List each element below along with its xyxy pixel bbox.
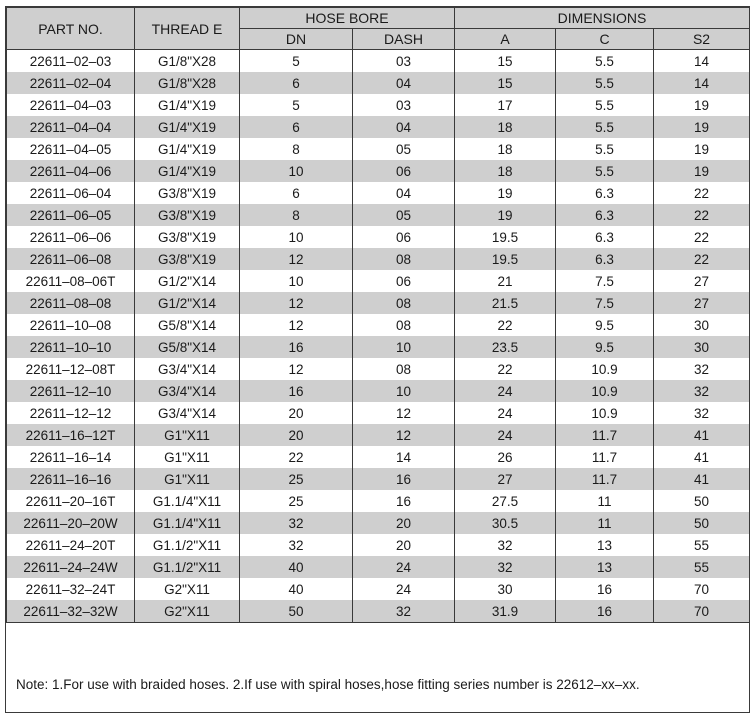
a-cell: 18 xyxy=(455,138,556,160)
header-part-no: PART NO. xyxy=(7,8,135,50)
a-cell: 30 xyxy=(455,578,556,600)
c-cell: 9.5 xyxy=(556,314,654,336)
c-cell: 11.7 xyxy=(556,468,654,490)
table-row xyxy=(7,468,750,490)
thread-cell: G1/2"X14 xyxy=(135,292,240,314)
s2-cell: 32 xyxy=(654,402,750,424)
s2-cell: 50 xyxy=(654,490,750,512)
a-cell: 30.5 xyxy=(455,512,556,534)
dn-cell: 5 xyxy=(240,94,353,116)
c-cell: 10.9 xyxy=(556,380,654,402)
s2-cell: 32 xyxy=(654,358,750,380)
table-row xyxy=(7,578,750,600)
c-cell: 10.9 xyxy=(556,358,654,380)
dash-cell: 04 xyxy=(353,116,455,138)
thread-cell: G5/8"X14 xyxy=(135,314,240,336)
c-cell: 9.5 xyxy=(556,336,654,358)
c-cell: 5.5 xyxy=(556,116,654,138)
part-no-cell: 22611–06–06 xyxy=(7,226,135,248)
dn-cell: 6 xyxy=(240,116,353,138)
a-cell: 27.5 xyxy=(455,490,556,512)
a-cell: 18 xyxy=(455,116,556,138)
table-row xyxy=(7,72,750,94)
a-cell: 32 xyxy=(455,556,556,578)
thread-cell: G3/8"X19 xyxy=(135,226,240,248)
thread-cell: G1/4"X19 xyxy=(135,94,240,116)
dash-cell: 10 xyxy=(353,336,455,358)
dash-cell: 20 xyxy=(353,512,455,534)
table-row xyxy=(7,600,750,623)
table-row xyxy=(7,292,750,314)
dash-cell: 12 xyxy=(353,424,455,446)
table-row xyxy=(7,402,750,424)
thread-cell: G3/8"X19 xyxy=(135,182,240,204)
part-no-cell: 22611–08–08 xyxy=(7,292,135,314)
thread-cell: G1"X11 xyxy=(135,446,240,468)
s2-cell: 41 xyxy=(654,446,750,468)
c-cell: 11.7 xyxy=(556,424,654,446)
header-s2: S2 xyxy=(654,29,750,50)
dn-cell: 16 xyxy=(240,336,353,358)
s2-cell: 41 xyxy=(654,424,750,446)
dash-cell: 06 xyxy=(353,226,455,248)
part-no-cell: 22611–10–10 xyxy=(7,336,135,358)
part-no-cell: 22611–08–06T xyxy=(7,270,135,292)
thread-cell: G1.1/2"X11 xyxy=(135,534,240,556)
s2-cell: 27 xyxy=(654,292,750,314)
dash-cell: 05 xyxy=(353,138,455,160)
s2-cell: 19 xyxy=(654,160,750,182)
s2-cell: 50 xyxy=(654,512,750,534)
part-no-cell: 22611–04–05 xyxy=(7,138,135,160)
thread-cell: G3/8"X19 xyxy=(135,248,240,270)
s2-cell: 70 xyxy=(654,578,750,600)
a-cell: 24 xyxy=(455,402,556,424)
fitting-spec-table xyxy=(6,7,750,623)
dash-cell: 10 xyxy=(353,380,455,402)
c-cell: 11 xyxy=(556,512,654,534)
thread-cell: G2"X11 xyxy=(135,578,240,600)
c-cell: 5.5 xyxy=(556,138,654,160)
a-cell: 21.5 xyxy=(455,292,556,314)
part-no-cell: 22611–16–12T xyxy=(7,424,135,446)
dash-cell: 08 xyxy=(353,292,455,314)
part-no-cell: 22611–04–06 xyxy=(7,160,135,182)
part-no-cell: 22611–16–14 xyxy=(7,446,135,468)
part-no-cell: 22611–20–16T xyxy=(7,490,135,512)
dn-cell: 12 xyxy=(240,314,353,336)
dn-cell: 6 xyxy=(240,182,353,204)
a-cell: 19.5 xyxy=(455,248,556,270)
thread-cell: G1"X11 xyxy=(135,468,240,490)
s2-cell: 41 xyxy=(654,468,750,490)
c-cell: 16 xyxy=(556,600,654,623)
dash-cell: 12 xyxy=(353,402,455,424)
dn-cell: 12 xyxy=(240,248,353,270)
s2-cell: 55 xyxy=(654,556,750,578)
part-no-cell: 22611–10–08 xyxy=(7,314,135,336)
dn-cell: 50 xyxy=(240,600,353,623)
header-dimensions: DIMENSIONS xyxy=(455,8,750,29)
thread-cell: G1/8"X28 xyxy=(135,72,240,94)
c-cell: 11 xyxy=(556,490,654,512)
part-no-cell: 22611–20–20W xyxy=(7,512,135,534)
part-no-cell: 22611–06–05 xyxy=(7,204,135,226)
table-row xyxy=(7,248,750,270)
s2-cell: 19 xyxy=(654,94,750,116)
part-no-cell: 22611–02–03 xyxy=(7,50,135,73)
a-cell: 15 xyxy=(455,50,556,73)
c-cell: 7.5 xyxy=(556,270,654,292)
part-no-cell: 22611–24–24W xyxy=(7,556,135,578)
a-cell: 23.5 xyxy=(455,336,556,358)
dn-cell: 20 xyxy=(240,424,353,446)
dash-cell: 08 xyxy=(353,248,455,270)
dn-cell: 12 xyxy=(240,358,353,380)
dn-cell: 22 xyxy=(240,446,353,468)
c-cell: 5.5 xyxy=(556,160,654,182)
dash-cell: 05 xyxy=(353,204,455,226)
part-no-cell: 22611–06–08 xyxy=(7,248,135,270)
dash-cell: 06 xyxy=(353,270,455,292)
table-row xyxy=(7,556,750,578)
s2-cell: 22 xyxy=(654,248,750,270)
c-cell: 13 xyxy=(556,534,654,556)
dash-cell: 08 xyxy=(353,314,455,336)
a-cell: 17 xyxy=(455,94,556,116)
s2-cell: 14 xyxy=(654,50,750,73)
dn-cell: 10 xyxy=(240,226,353,248)
part-no-cell: 22611–02–04 xyxy=(7,72,135,94)
part-no-cell: 22611–32–32W xyxy=(7,600,135,623)
table-row xyxy=(7,534,750,556)
thread-cell: G1.1/4"X11 xyxy=(135,512,240,534)
table-row xyxy=(7,446,750,468)
dn-cell: 16 xyxy=(240,380,353,402)
dn-cell: 12 xyxy=(240,292,353,314)
part-no-cell: 22611–12–08T xyxy=(7,358,135,380)
c-cell: 10.9 xyxy=(556,402,654,424)
table-row xyxy=(7,94,750,116)
dash-cell: 03 xyxy=(353,50,455,73)
dash-cell: 16 xyxy=(353,490,455,512)
dn-cell: 20 xyxy=(240,402,353,424)
s2-cell: 70 xyxy=(654,600,750,623)
a-cell: 21 xyxy=(455,270,556,292)
s2-cell: 32 xyxy=(654,380,750,402)
part-no-cell: 22611–04–04 xyxy=(7,116,135,138)
s2-cell: 14 xyxy=(654,72,750,94)
table-row xyxy=(7,314,750,336)
dn-cell: 5 xyxy=(240,50,353,73)
header-hose-bore: HOSE BORE xyxy=(240,8,455,29)
dn-cell: 10 xyxy=(240,270,353,292)
thread-cell: G1"X11 xyxy=(135,424,240,446)
c-cell: 6.3 xyxy=(556,248,654,270)
dn-cell: 25 xyxy=(240,468,353,490)
c-cell: 13 xyxy=(556,556,654,578)
s2-cell: 22 xyxy=(654,182,750,204)
dn-cell: 8 xyxy=(240,204,353,226)
s2-cell: 22 xyxy=(654,226,750,248)
header-a: A xyxy=(455,29,556,50)
c-cell: 5.5 xyxy=(556,50,654,73)
table-row xyxy=(7,50,750,73)
table-row xyxy=(7,336,750,358)
thread-cell: G1.1/2"X11 xyxy=(135,556,240,578)
s2-cell: 30 xyxy=(654,314,750,336)
c-cell: 5.5 xyxy=(556,94,654,116)
a-cell: 32 xyxy=(455,534,556,556)
s2-cell: 19 xyxy=(654,116,750,138)
c-cell: 11.7 xyxy=(556,446,654,468)
spec-sheet xyxy=(5,6,750,713)
thread-cell: G1.1/4"X11 xyxy=(135,490,240,512)
dash-cell: 32 xyxy=(353,600,455,623)
a-cell: 27 xyxy=(455,468,556,490)
dash-cell: 06 xyxy=(353,160,455,182)
s2-cell: 27 xyxy=(654,270,750,292)
header-dash: DASH xyxy=(353,29,455,50)
table-row xyxy=(7,204,750,226)
dash-cell: 04 xyxy=(353,182,455,204)
table-row xyxy=(7,116,750,138)
dn-cell: 6 xyxy=(240,72,353,94)
s2-cell: 30 xyxy=(654,336,750,358)
thread-cell: G1/4"X19 xyxy=(135,160,240,182)
dn-cell: 25 xyxy=(240,490,353,512)
footnote: Note: 1.For use with braided hoses. 2.If use with spiral hoses,hose fitting series number is 22612–xx–xx. xyxy=(16,677,640,692)
dash-cell: 24 xyxy=(353,556,455,578)
part-no-cell: 22611–12–12 xyxy=(7,402,135,424)
header-c: C xyxy=(556,29,654,50)
s2-cell: 22 xyxy=(654,204,750,226)
table-row xyxy=(7,358,750,380)
a-cell: 22 xyxy=(455,314,556,336)
part-no-cell: 22611–04–03 xyxy=(7,94,135,116)
table-row xyxy=(7,490,750,512)
dash-cell: 24 xyxy=(353,578,455,600)
table-row xyxy=(7,270,750,292)
c-cell: 5.5 xyxy=(556,72,654,94)
table-row xyxy=(7,226,750,248)
dash-cell: 20 xyxy=(353,534,455,556)
thread-cell: G1/4"X19 xyxy=(135,116,240,138)
a-cell: 19 xyxy=(455,182,556,204)
s2-cell: 55 xyxy=(654,534,750,556)
thread-cell: G5/8"X14 xyxy=(135,336,240,358)
part-no-cell: 22611–06–04 xyxy=(7,182,135,204)
c-cell: 7.5 xyxy=(556,292,654,314)
dn-cell: 32 xyxy=(240,512,353,534)
a-cell: 26 xyxy=(455,446,556,468)
thread-cell: G2"X11 xyxy=(135,600,240,623)
header-dn: DN xyxy=(240,29,353,50)
dash-cell: 04 xyxy=(353,72,455,94)
dash-cell: 16 xyxy=(353,468,455,490)
c-cell: 6.3 xyxy=(556,204,654,226)
c-cell: 6.3 xyxy=(556,226,654,248)
dn-cell: 8 xyxy=(240,138,353,160)
a-cell: 19 xyxy=(455,204,556,226)
thread-cell: G1/4"X19 xyxy=(135,138,240,160)
table-row xyxy=(7,138,750,160)
a-cell: 22 xyxy=(455,358,556,380)
thread-cell: G3/4"X14 xyxy=(135,380,240,402)
thread-cell: G3/8"X19 xyxy=(135,204,240,226)
dn-cell: 40 xyxy=(240,556,353,578)
thread-cell: G1/8"X28 xyxy=(135,50,240,73)
dn-cell: 10 xyxy=(240,160,353,182)
a-cell: 31.9 xyxy=(455,600,556,623)
dash-cell: 03 xyxy=(353,94,455,116)
thread-cell: G3/4"X14 xyxy=(135,402,240,424)
table-row xyxy=(7,512,750,534)
c-cell: 16 xyxy=(556,578,654,600)
table-row xyxy=(7,182,750,204)
a-cell: 19.5 xyxy=(455,226,556,248)
part-no-cell: 22611–24–20T xyxy=(7,534,135,556)
dash-cell: 14 xyxy=(353,446,455,468)
table-body xyxy=(7,50,750,623)
dn-cell: 32 xyxy=(240,534,353,556)
header-thread: THREAD E xyxy=(135,8,240,50)
a-cell: 24 xyxy=(455,424,556,446)
thread-cell: G1/2"X14 xyxy=(135,270,240,292)
table-row xyxy=(7,380,750,402)
a-cell: 24 xyxy=(455,380,556,402)
part-no-cell: 22611–16–16 xyxy=(7,468,135,490)
part-no-cell: 22611–12–10 xyxy=(7,380,135,402)
s2-cell: 19 xyxy=(654,138,750,160)
table-row xyxy=(7,424,750,446)
dn-cell: 40 xyxy=(240,578,353,600)
c-cell: 6.3 xyxy=(556,182,654,204)
a-cell: 18 xyxy=(455,160,556,182)
dash-cell: 08 xyxy=(353,358,455,380)
thread-cell: G3/4"X14 xyxy=(135,358,240,380)
table-row xyxy=(7,160,750,182)
a-cell: 15 xyxy=(455,72,556,94)
part-no-cell: 22611–32–24T xyxy=(7,578,135,600)
